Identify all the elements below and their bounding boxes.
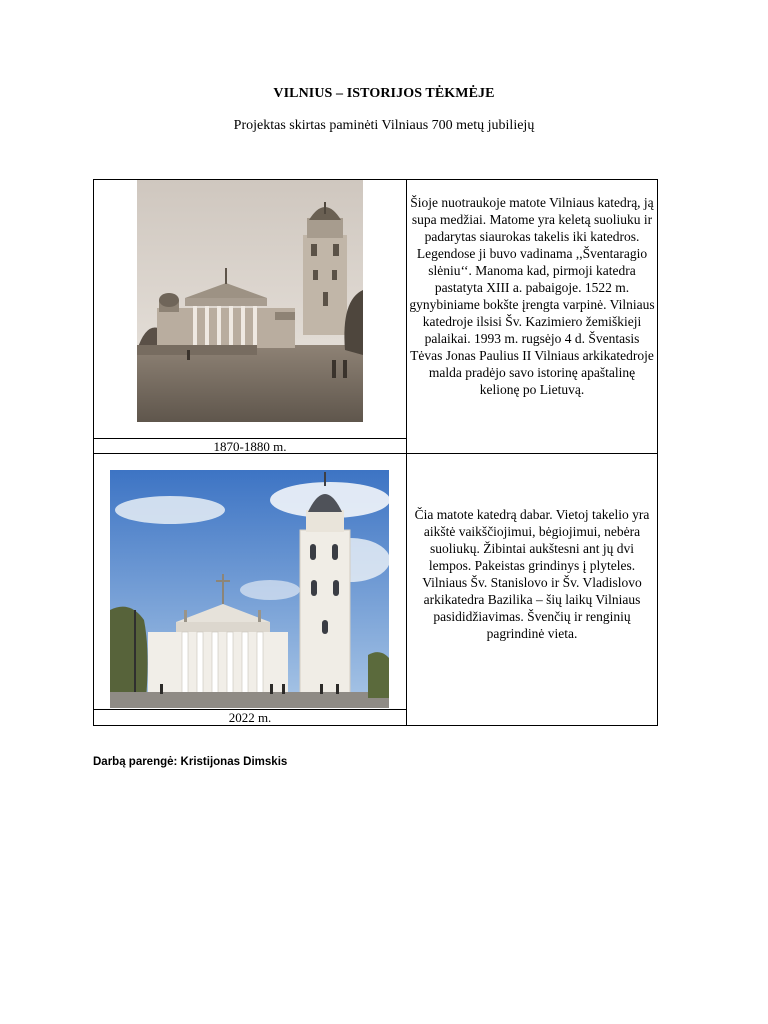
row1-description: Šioje nuotraukoje matote Vilniaus katedrą, ją supa medžiai. Matome yra keletą suoliuku ir padarytas siaurokas takelis iki katedros. Legendose ji buvo vadinama ,,Šventaragio slėniu‘‘. Manoma kad, pirmoji katedra pastatyta XIII a. pabaigoje. 1522 m. gynybiniame bokšte įrengta varpinė. Vilniaus katedroje ilsisi Šv. Kazimiero žemiškieji palaikai. 1993 m. rugsėjo 4 d. Šventasis Tėvas Jonas Paulius II Vilniaus arkikatedroje malda pradėjo savo istorinę apaštalinę kelionę po Lietuvą. bbox=[409, 195, 655, 397]
cathedral-historic-photo bbox=[137, 180, 363, 422]
row2-caption: 2022 m. bbox=[228, 710, 272, 725]
row1-caption: 1870-1880 m. bbox=[213, 439, 287, 454]
document-title: VILNIUS – ISTORIJOS TĖKMĖJE bbox=[273, 86, 495, 101]
document-subtitle: Projektas skirtas paminėti Vilniaus 700 metų jubiliejų bbox=[233, 118, 535, 133]
author-line: Darbą parengė: Kristijonas Dimskis bbox=[93, 756, 288, 768]
cathedral-modern-photo bbox=[110, 470, 389, 708]
comparison-table bbox=[93, 179, 658, 726]
row2-description: Čia matote katedrą dabar. Vietoj takelio yra aikštė vaikščiojimui, bėgiojimui, nebėra suoliukų. Žibintai aukštesni ant jų dvi lempos. Pakeistas grindinys į plyteles. Vilniaus Šv. Stanislovo ir Šv. Vladislovo arkikatedra Bazilika – šių laikų Vilniaus pasididžiavimas. Švenčių ir renginių pagrindinė vieta. bbox=[414, 507, 650, 641]
